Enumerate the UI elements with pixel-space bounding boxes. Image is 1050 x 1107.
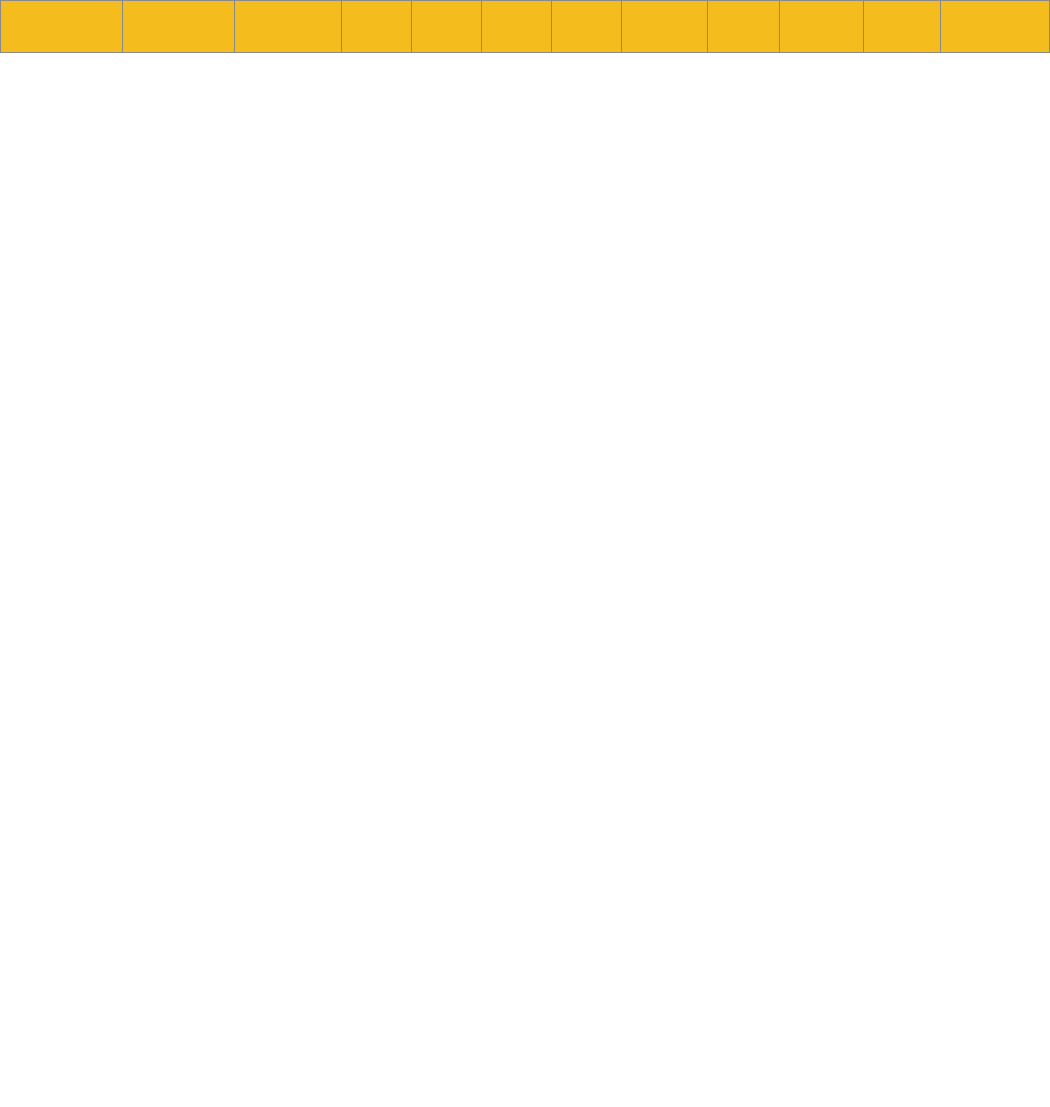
header-voltage <box>235 1 342 53</box>
header-size <box>864 1 941 53</box>
header-fitting-base <box>780 1 864 53</box>
header-lumen <box>412 1 482 53</box>
header-packing <box>941 1 1050 53</box>
header-power-factor <box>482 1 552 53</box>
header-cct <box>622 1 708 53</box>
header-photo <box>1 1 123 53</box>
header-model <box>123 1 235 53</box>
header-row <box>1 1 1050 53</box>
header-beam-angle <box>708 1 780 53</box>
spec-table <box>0 0 1050 53</box>
header-power <box>342 1 412 53</box>
header-cri <box>552 1 622 53</box>
